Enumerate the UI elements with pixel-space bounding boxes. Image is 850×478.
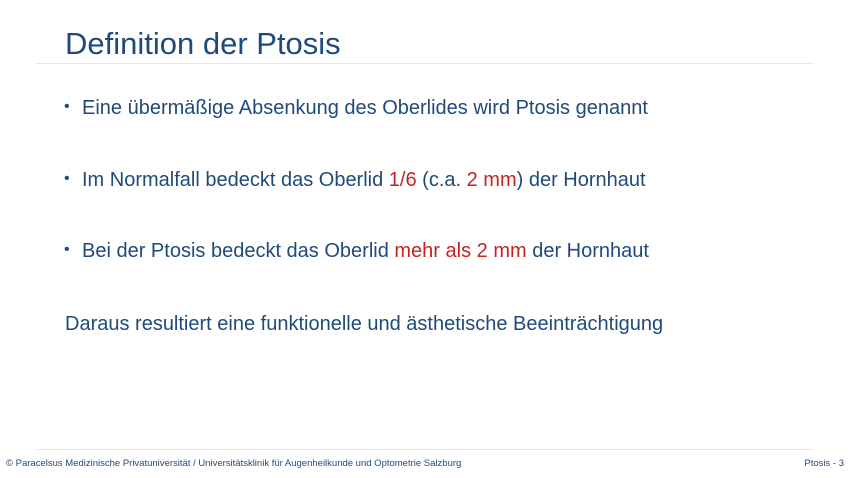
footer-divider — [36, 449, 814, 450]
bullet-marker: • — [64, 170, 70, 187]
bullet-item-2 — [64, 169, 646, 192]
conclusion-text: Daraus resultiert eine funktionelle und ästhetische Beeinträchtigung — [65, 313, 664, 335]
bullet-2-text-c: ) der Hornhaut — [516, 169, 646, 191]
footer-copyright: © Paracelsus Medizinische Privatuniversität / Universitätsklinik für Augenheilkunde und Optometrie Salzburg — [6, 458, 462, 469]
bullet-2-highlight-mm: 2 mm — [466, 169, 517, 191]
title-divider — [36, 63, 814, 64]
slide-title: Definition der Ptosis — [65, 26, 341, 61]
bullet-2-text-a: Im Normalfall bedeckt das Oberlid — [82, 169, 389, 191]
bullet-item-1 — [64, 97, 648, 120]
bullet-marker: • — [64, 241, 70, 258]
bullet-2-highlight-fraction: 1/6 — [388, 169, 417, 191]
bullet-3-highlight: mehr als 2 mm — [394, 240, 527, 262]
bullet-item-3 — [64, 240, 649, 263]
bullet-3-text-a: Bei der Ptosis bedeckt das Oberlid — [82, 240, 395, 262]
bullet-marker: • — [64, 98, 70, 115]
bullet-1-text: Eine übermäßige Absenkung des Oberlides wird Ptosis genannt — [82, 97, 648, 119]
footer-page-number: Ptosis - 3 — [804, 458, 844, 469]
bullet-2-text-b: (c.a. — [416, 169, 467, 191]
bullet-3-text-b: der Hornhaut — [526, 240, 649, 262]
